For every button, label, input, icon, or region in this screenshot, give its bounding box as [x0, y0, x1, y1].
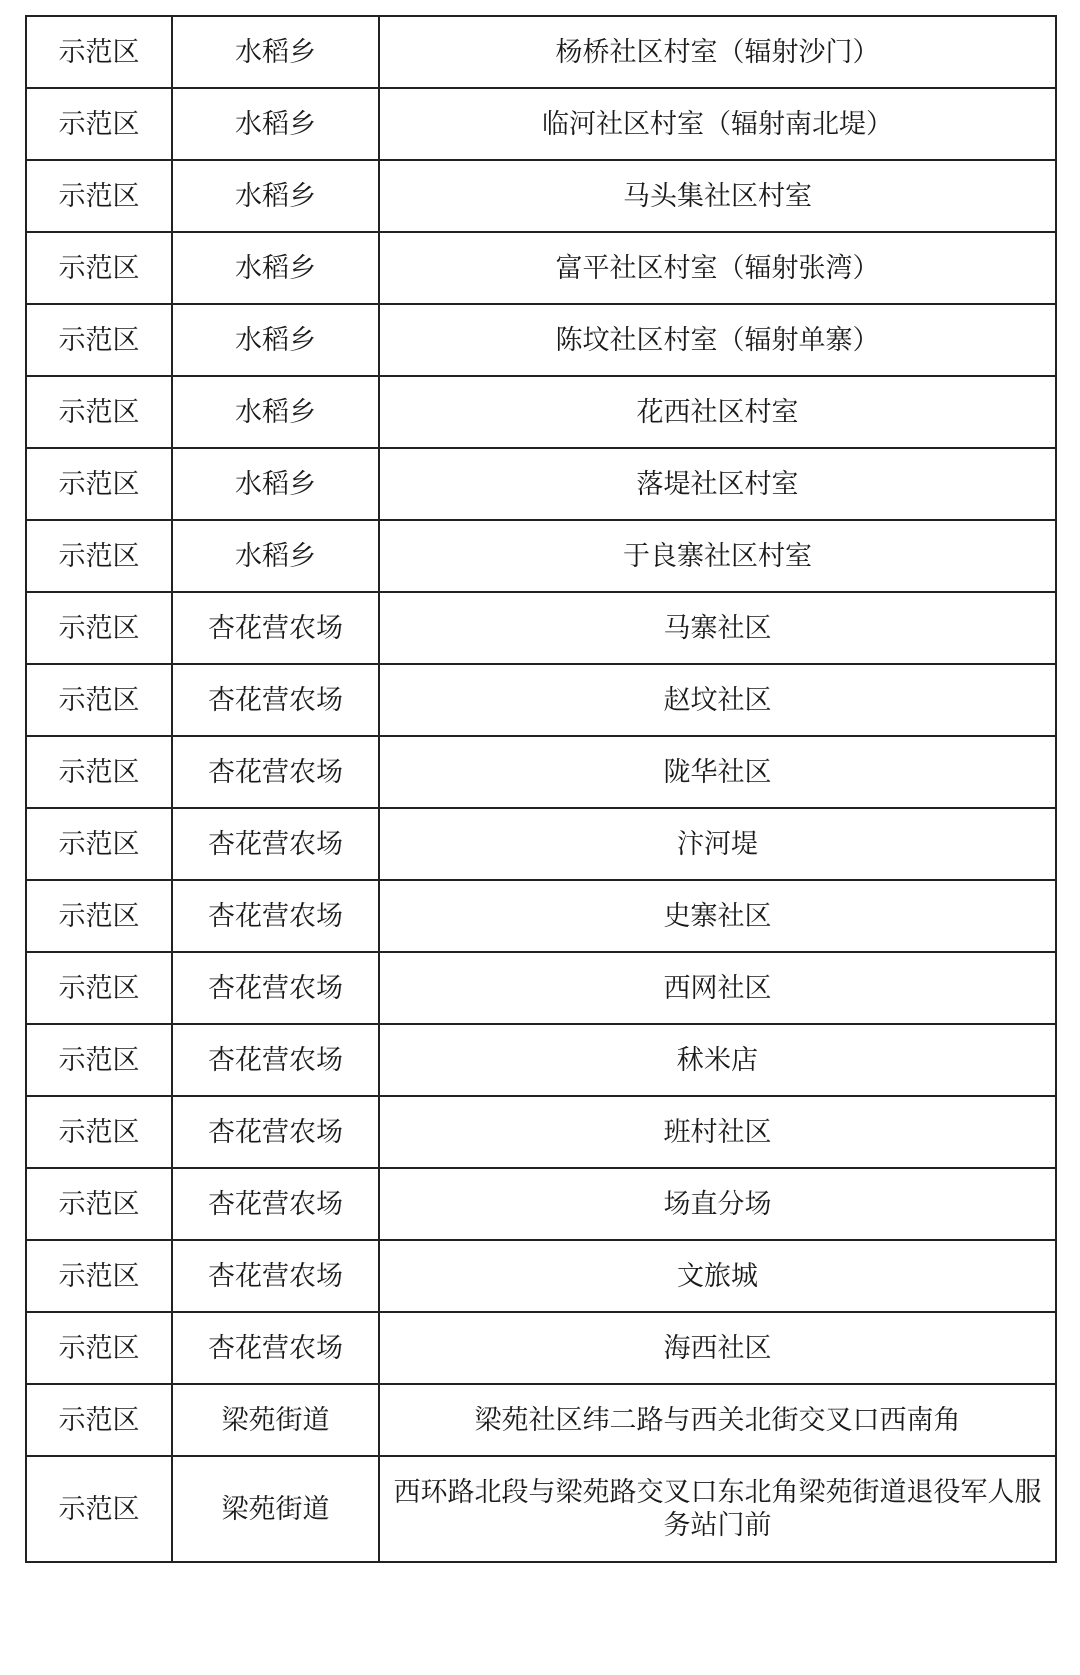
table-row — [26, 1096, 1056, 1168]
district-cell: 示范区 — [26, 232, 172, 304]
township-cell: 水稻乡 — [172, 448, 379, 520]
site-location-cell: 花西社区村室 — [379, 376, 1056, 448]
township-cell: 杏花营农场 — [172, 808, 379, 880]
district-cell: 示范区 — [26, 16, 172, 88]
site-location-cell: 落堤社区村室 — [379, 448, 1056, 520]
district-cell: 示范区 — [26, 1096, 172, 1168]
township-cell: 杏花营农场 — [172, 1096, 379, 1168]
table-row — [26, 232, 1056, 304]
site-table — [25, 15, 1057, 1563]
table-row — [26, 1024, 1056, 1096]
district-cell: 示范区 — [26, 304, 172, 376]
site-location-cell: 史寨社区 — [379, 880, 1056, 952]
township-cell: 梁苑街道 — [172, 1384, 379, 1456]
district-cell: 示范区 — [26, 1168, 172, 1240]
district-cell: 示范区 — [26, 1456, 172, 1562]
district-cell: 示范区 — [26, 952, 172, 1024]
district-cell: 示范区 — [26, 880, 172, 952]
district-cell: 示范区 — [26, 808, 172, 880]
site-location-cell: 西网社区 — [379, 952, 1056, 1024]
site-location-cell: 西环路北段与梁苑路交叉口东北角梁苑街道退役军人服务站门前 — [379, 1456, 1056, 1562]
table-row — [26, 592, 1056, 664]
township-cell: 杏花营农场 — [172, 664, 379, 736]
township-cell: 水稻乡 — [172, 520, 379, 592]
township-cell: 杏花营农场 — [172, 1024, 379, 1096]
district-cell: 示范区 — [26, 88, 172, 160]
site-location-cell: 马头集社区村室 — [379, 160, 1056, 232]
table-body — [26, 16, 1056, 1562]
table-row — [26, 520, 1056, 592]
township-cell: 杏花营农场 — [172, 952, 379, 1024]
site-location-cell: 秫米店 — [379, 1024, 1056, 1096]
site-location-cell: 陇华社区 — [379, 736, 1056, 808]
table-row — [26, 376, 1056, 448]
table-row — [26, 1312, 1056, 1384]
site-location-cell: 场直分场 — [379, 1168, 1056, 1240]
district-cell: 示范区 — [26, 448, 172, 520]
site-location-cell: 班村社区 — [379, 1096, 1056, 1168]
township-cell: 水稻乡 — [172, 376, 379, 448]
table-row — [26, 952, 1056, 1024]
site-location-cell: 梁苑社区纬二路与西关北街交叉口西南角 — [379, 1384, 1056, 1456]
township-cell: 水稻乡 — [172, 88, 379, 160]
site-location-cell: 文旅城 — [379, 1240, 1056, 1312]
district-cell: 示范区 — [26, 1240, 172, 1312]
site-location-cell: 于良寨社区村室 — [379, 520, 1056, 592]
township-cell: 杏花营农场 — [172, 592, 379, 664]
table-row — [26, 88, 1056, 160]
township-cell: 杏花营农场 — [172, 1240, 379, 1312]
table-row — [26, 448, 1056, 520]
table-row — [26, 16, 1056, 88]
table-row — [26, 664, 1056, 736]
table-row — [26, 1456, 1056, 1562]
table-row — [26, 160, 1056, 232]
township-cell: 水稻乡 — [172, 16, 379, 88]
district-cell: 示范区 — [26, 664, 172, 736]
site-location-cell: 马寨社区 — [379, 592, 1056, 664]
district-cell: 示范区 — [26, 1384, 172, 1456]
site-location-cell: 汴河堤 — [379, 808, 1056, 880]
district-cell: 示范区 — [26, 520, 172, 592]
district-cell: 示范区 — [26, 1024, 172, 1096]
table-row — [26, 736, 1056, 808]
site-location-cell: 海西社区 — [379, 1312, 1056, 1384]
township-cell: 水稻乡 — [172, 160, 379, 232]
district-cell: 示范区 — [26, 376, 172, 448]
district-cell: 示范区 — [26, 160, 172, 232]
table-row — [26, 304, 1056, 376]
table-row — [26, 808, 1056, 880]
township-cell: 水稻乡 — [172, 232, 379, 304]
township-cell: 杏花营农场 — [172, 1312, 379, 1384]
district-cell: 示范区 — [26, 736, 172, 808]
site-location-cell: 杨桥社区村室（辐射沙门） — [379, 16, 1056, 88]
table-row — [26, 880, 1056, 952]
site-location-cell: 临河社区村室（辐射南北堤） — [379, 88, 1056, 160]
township-cell: 水稻乡 — [172, 304, 379, 376]
township-cell: 梁苑街道 — [172, 1456, 379, 1562]
district-cell: 示范区 — [26, 592, 172, 664]
table-row — [26, 1240, 1056, 1312]
township-cell: 杏花营农场 — [172, 880, 379, 952]
district-cell: 示范区 — [26, 1312, 172, 1384]
site-location-cell: 富平社区村室（辐射张湾） — [379, 232, 1056, 304]
township-cell: 杏花营农场 — [172, 1168, 379, 1240]
site-location-cell: 陈坟社区村室（辐射单寨） — [379, 304, 1056, 376]
table-row — [26, 1168, 1056, 1240]
township-cell: 杏花营农场 — [172, 736, 379, 808]
table-row — [26, 1384, 1056, 1456]
site-location-cell: 赵坟社区 — [379, 664, 1056, 736]
